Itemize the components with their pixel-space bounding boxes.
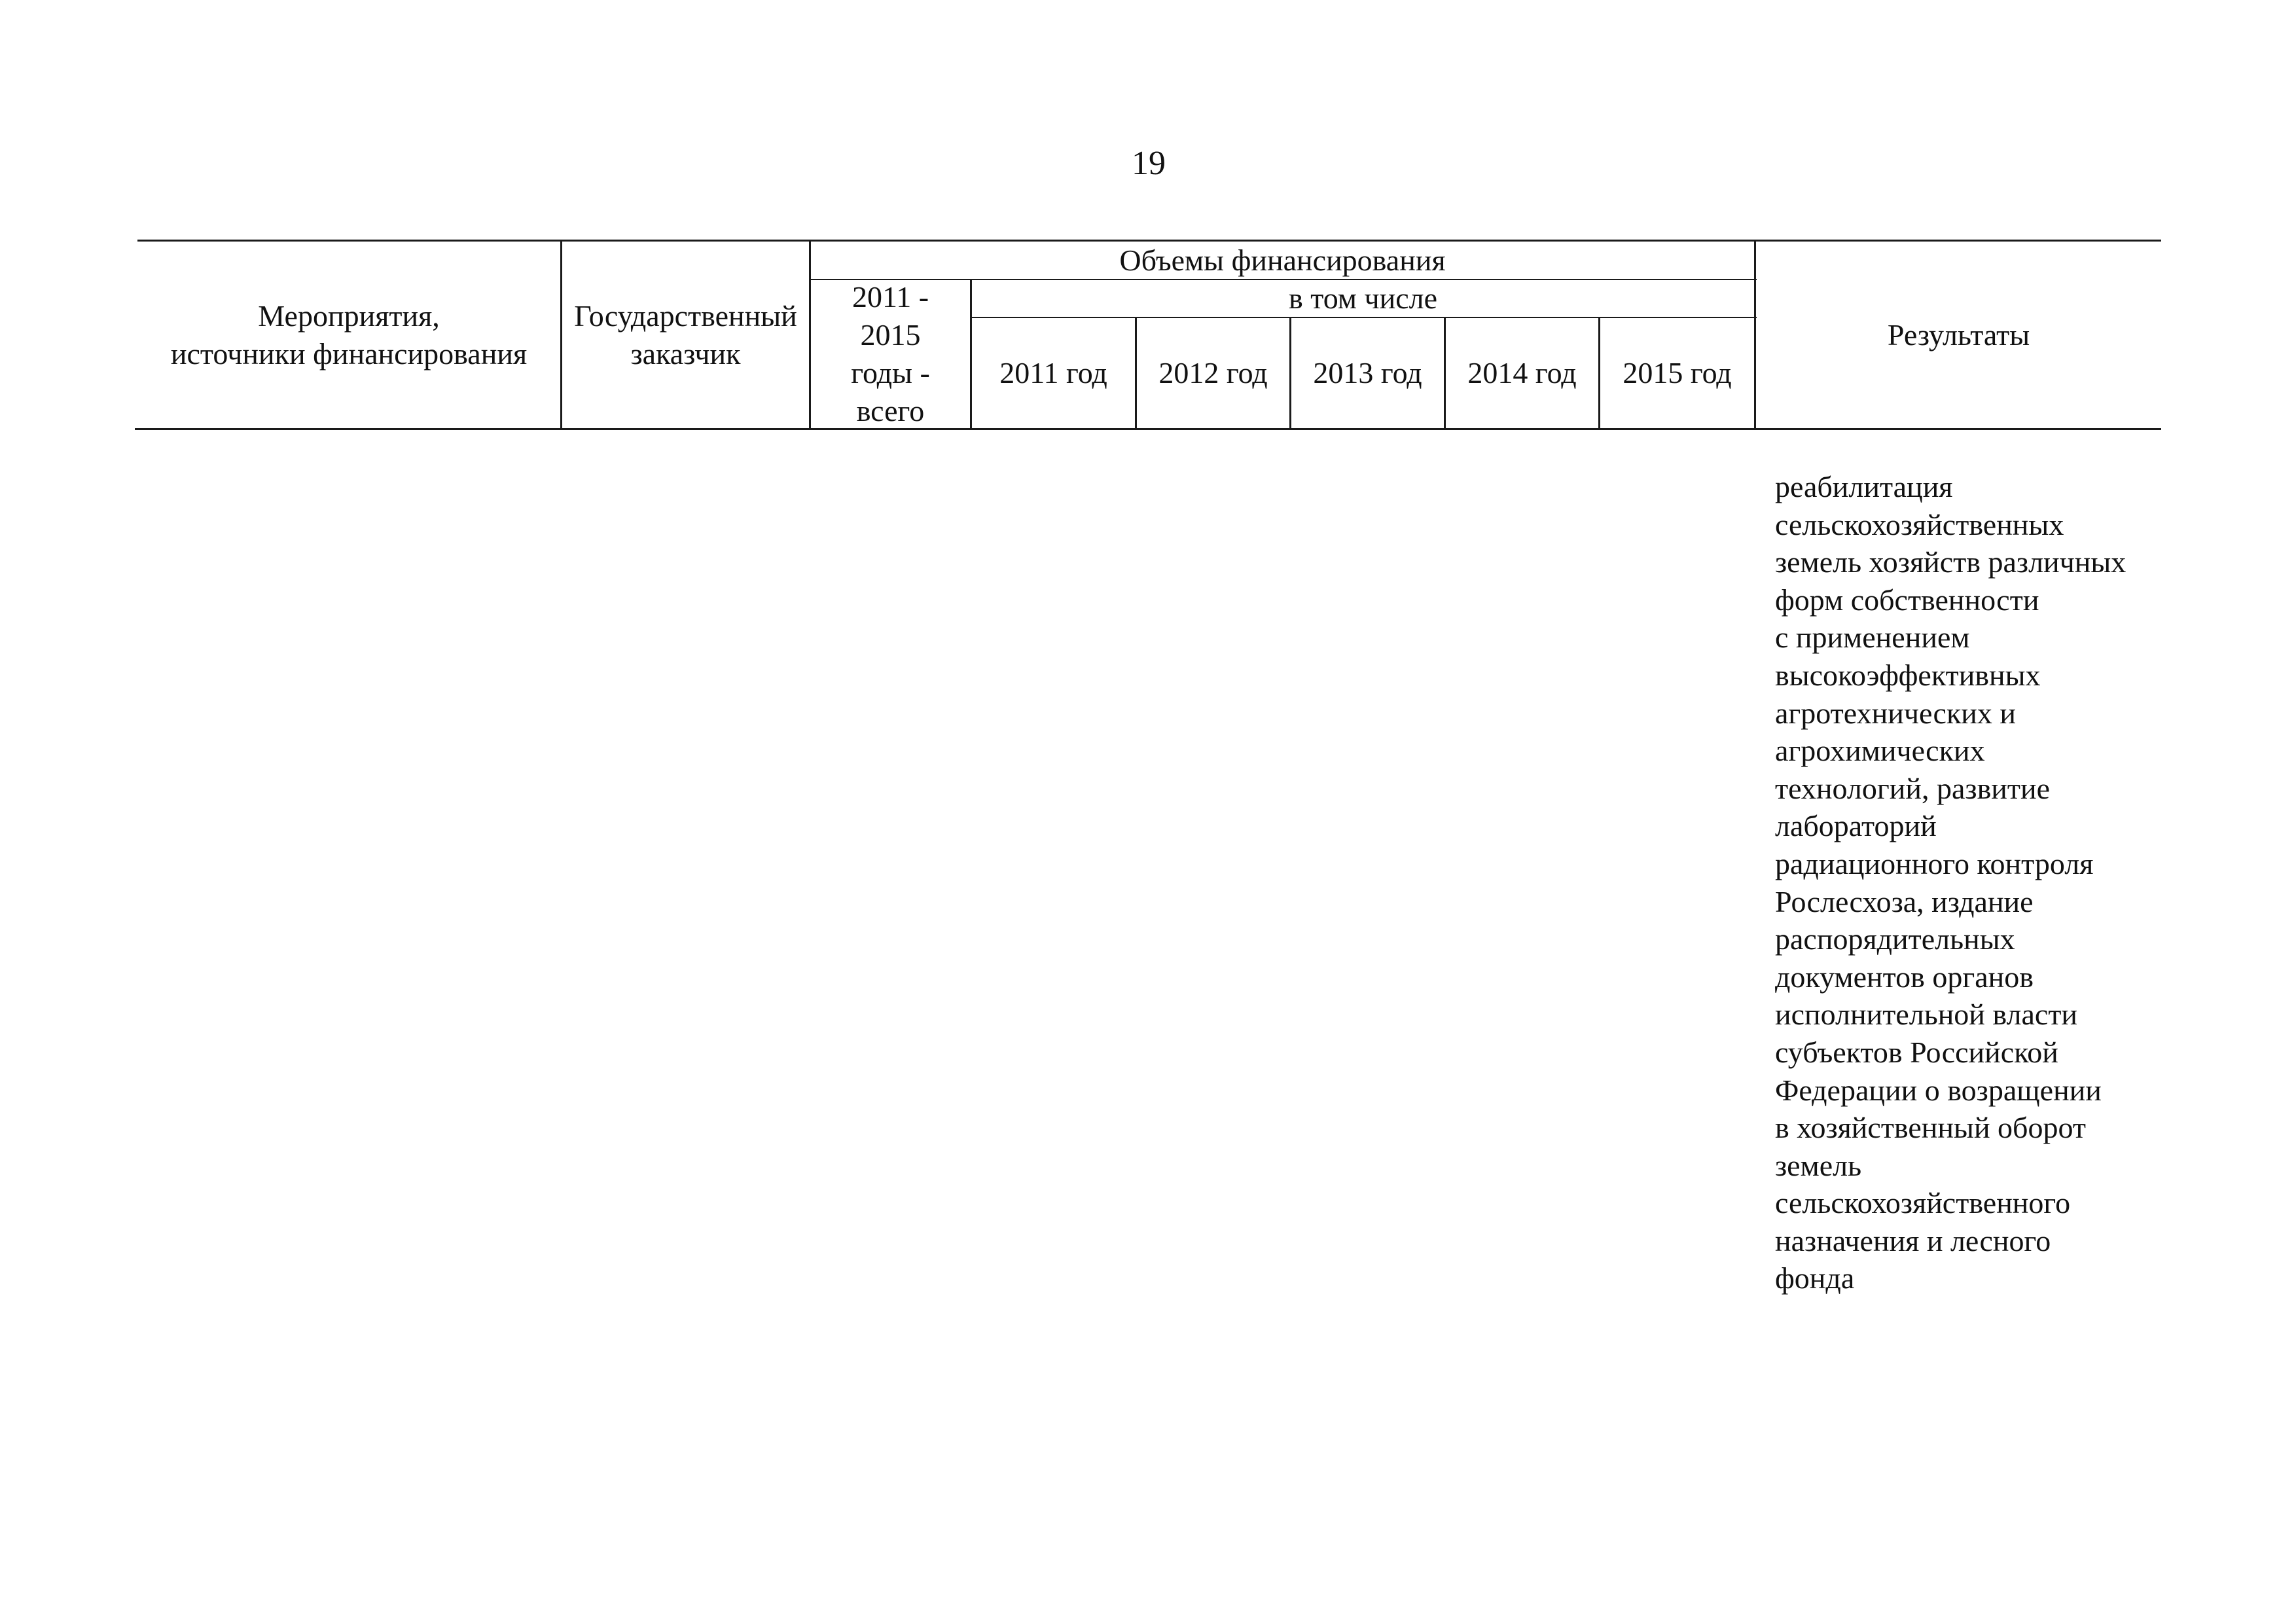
header-year-2013: 2013 год (1313, 356, 1422, 389)
header-funding-volumes: Объемы финансирования (1119, 243, 1446, 277)
table-header-bottom-rule (135, 428, 2161, 430)
results-cell-text: реабилитация сельскохозяйственных земель хозяйств различных форм собственности с применением высокоэффективных агротехнических и агрохимических технологий, развитие лабораторий радиационного контроля Рослесхоза, издание распорядительных документов органов исполнительной власти субъектов Российской Федерации о возращении в хозяйственный оборот земель сельскохозяйственного назначения и лесного фонда (1775, 470, 2126, 1295)
page-number: 19 (1132, 145, 1166, 182)
header-year-2015: 2015 год (1623, 356, 1732, 389)
header-year-2012: 2012 год (1158, 356, 1268, 389)
header-activities: Мероприятия, источники финансирования (170, 298, 528, 370)
header-customer: Государственный заказчик (574, 298, 797, 370)
header-results: Результаты (1887, 317, 2030, 352)
header-year-2014: 2014 год (1467, 356, 1577, 389)
header-including: в том числе (1289, 281, 1437, 315)
header-year-2011: 2011 год (999, 356, 1107, 389)
header-total: 2011 - 2015 годы - всего (851, 280, 930, 427)
